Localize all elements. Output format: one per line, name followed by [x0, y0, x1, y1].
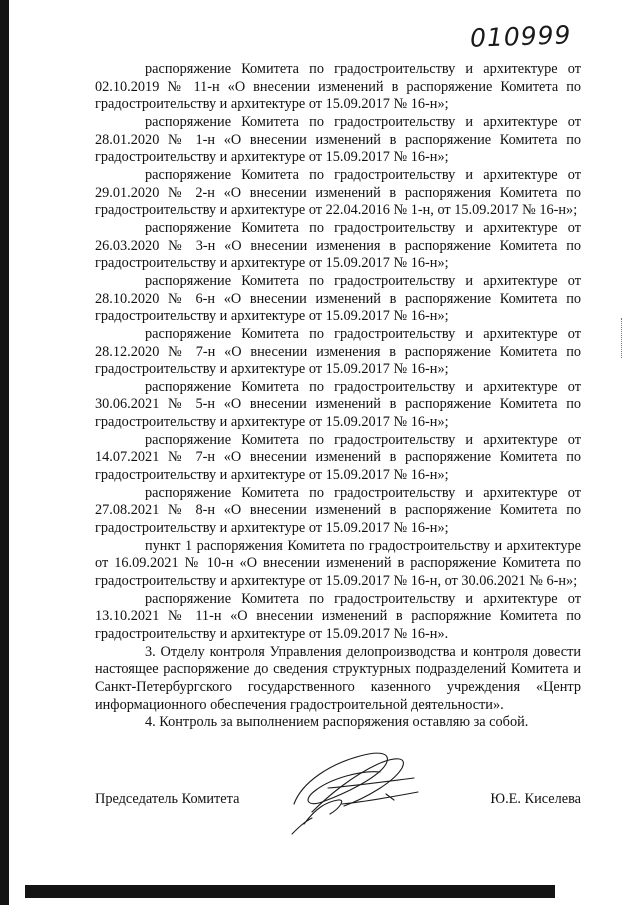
paragraph: распоряжение Комитета по градостроительству и архитектуре от 28.10.2020 № 6-н «О внесении изменений в распоряжение Комитета по градостроительству и архитектуре от 15.09.2017 № 16-н»;	[95, 272, 581, 325]
paragraph: распоряжение Комитета по градостроительству и архитектуре от 27.08.2021 № 8-н «О внесении изменений в распоряжение Комитета по градостроительству и архитектуре от 15.09.2017 № 16-н»;	[95, 484, 581, 537]
paragraph: 4. Контроль за выполнением распоряжения оставляю за собой.	[145, 714, 529, 731]
paragraph: распоряжение Комитета по градостроительству и архитектуре от 14.07.2021 № 7-н «О внесении изменений в распоряжение Комитета по градостроительству и архитектуре от 15.09.2017 № 16-н»;	[95, 431, 581, 484]
scan-speck	[621, 318, 624, 358]
scan-edge-bottom	[25, 885, 555, 898]
handwritten-document-number: 010999	[469, 20, 572, 53]
paragraph: распоряжение Комитета по градостроительству и архитектуре от 26.03.2020 № 3-н «О внесении изменения в распоряжение Комитета по градостроительству и архитектуре от 15.09.2017 № 16-н»;	[95, 219, 581, 272]
signatory-title: Председатель Комитета	[95, 791, 240, 807]
document-body	[95, 61, 581, 732]
paragraph: распоряжение Комитета по градостроительству и архитектуре от 02.10.2019 № 11-н «О внесении изменений в распоряжение Комитета по градостроительству и архитектуре от 15.09.2017 № 16-н»;	[95, 61, 581, 113]
paragraph: распоряжение Комитета по градостроительству и архитектуре от 28.12.2020 № 7-н «О внесении изменения в распоряжение Комитета по градостроительству и архитектуре от 15.09.2017 № 16-н»;	[95, 325, 581, 378]
scan-edge-left	[0, 0, 9, 905]
paragraph: распоряжение Комитета по градостроительству и архитектуре от 29.01.2020 № 2-н «О внесении изменений в распоряжения Комитета по градостроительству и архитектуре от 22.04.2016 № 1-н, от 15.09.2017 № 16-н»;	[95, 166, 581, 219]
signatory-name: Ю.Е. Киселева	[490, 791, 581, 807]
paragraph: распоряжение Комитета по градостроительству и архитектуре от 28.01.2020 № 1-н «О внесении изменений в распоряжение Комитета по градостроительству и архитектуре от 15.09.2017 № 16-н»;	[95, 113, 581, 166]
paragraph: распоряжение Комитета по градостроительству и архитектуре от 30.06.2021 № 5-н «О внесении изменений в распоряжение Комитета по градостроительству и архитектуре от 15.09.2017 № 16-н»;	[95, 378, 581, 431]
paragraph: распоряжение Комитета по градостроительству и архитектуре от 13.10.2021 № 11-н «О внесении изменений в распоряжние Комитета по градостроительству и архитектуре от 15.09.2017 № 16-н».	[95, 590, 581, 642]
handwritten-signature	[282, 742, 427, 837]
paragraph: пункт 1 распоряжения Комитета по градостроительству и архитектуре от 16.09.2021 № 10-н «О внесении изменений в распоряжение Комитета по градостроительству и архитектуре от 15.09.2017 № 16-н, от 30.06.2021 № 6-н»;	[95, 537, 581, 590]
paragraph: 3. Отделу контроля Управления делопроизводства и контроля довести настоящее распоряжение до сведения структурных подразделений Комитета и Санкт-Петербургского государственного казенного учреждения «Центр информационного обеспечения градостроительной деятельности».	[95, 643, 581, 713]
